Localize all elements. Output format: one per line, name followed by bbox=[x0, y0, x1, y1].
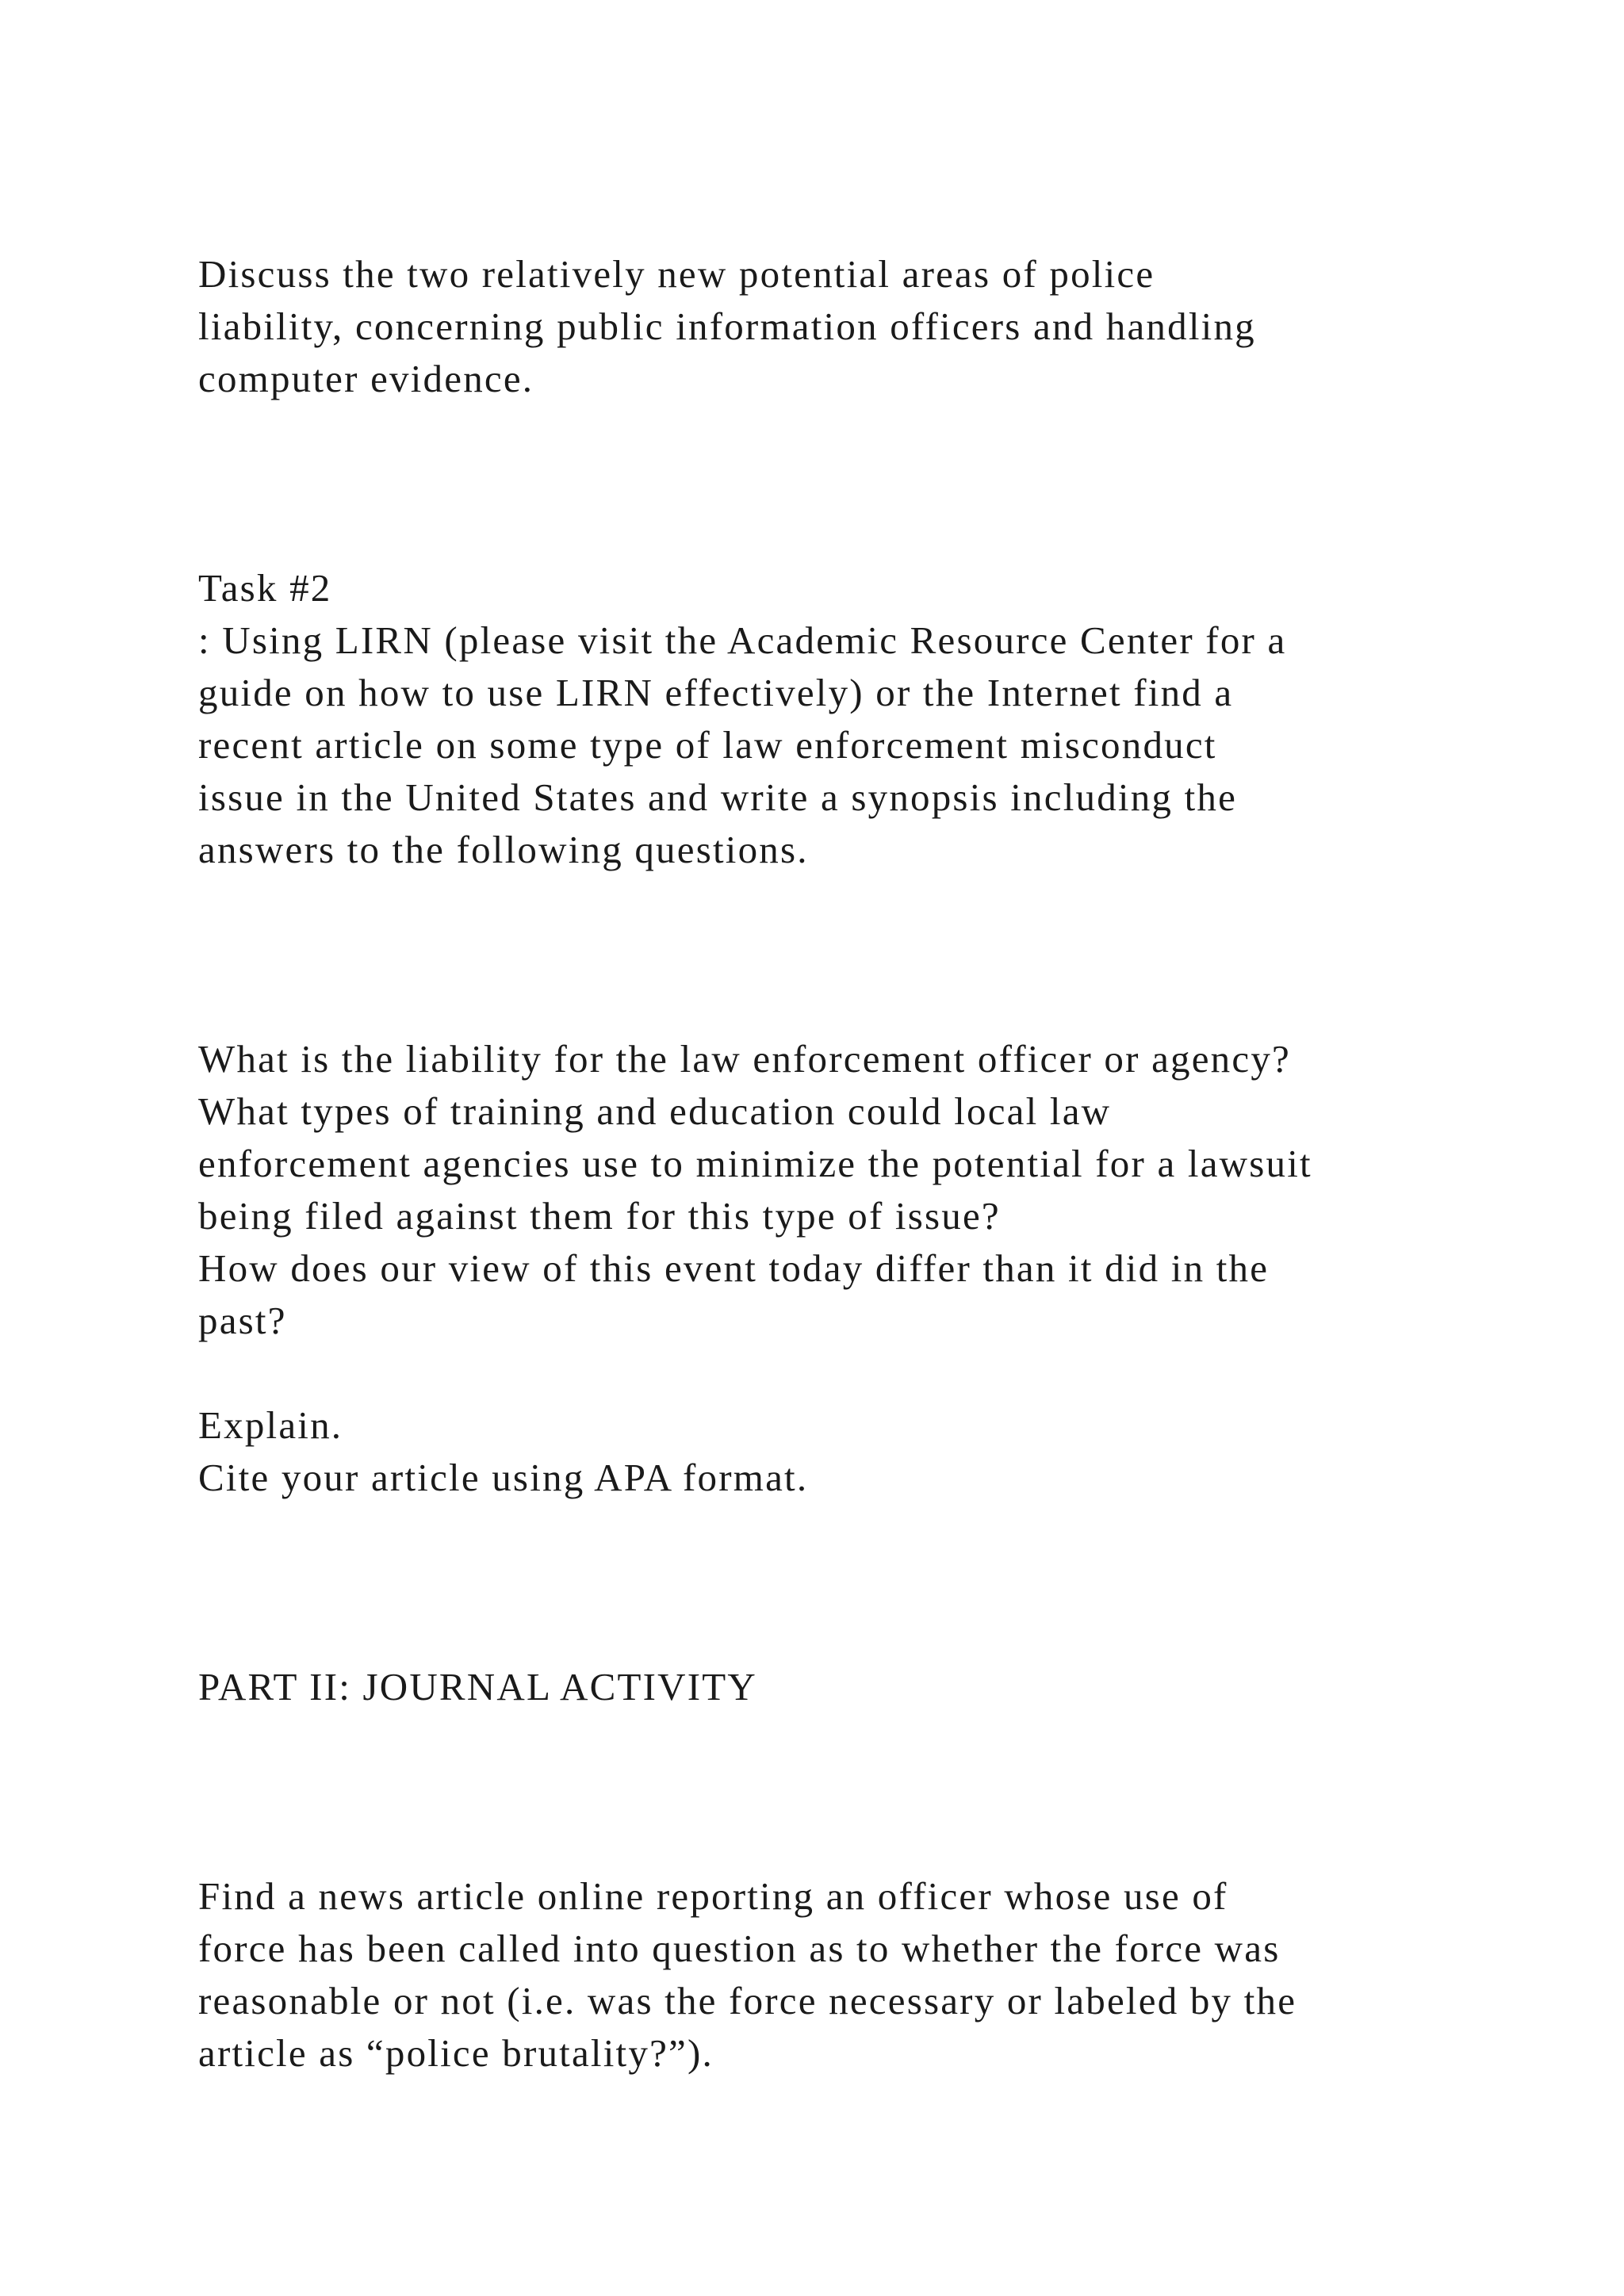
text-line: guide on how to use LIRN effectively) or the Internet find a bbox=[198, 671, 1234, 714]
text-line: Discuss the two relatively new potential areas of police bbox=[198, 252, 1155, 296]
question-line: How does our view of this event today differ than it did in the bbox=[198, 1246, 1270, 1290]
question-line: enforcement agencies use to minimize the potential for a lawsuit bbox=[198, 1142, 1312, 1185]
text-line: issue in the United States and write a synopsis including the bbox=[198, 775, 1238, 819]
text-line: computer evidence. bbox=[198, 357, 534, 400]
text-line: force has been called into question as to whether the force was bbox=[198, 1927, 1281, 1970]
text-line: Find a news article online reporting an officer whose use of bbox=[198, 1874, 1228, 1918]
text-line: liability, concerning public information officers and handling bbox=[198, 304, 1256, 348]
text-line: reasonable or not (i.e. was the force necessary or labeled by the bbox=[198, 1979, 1297, 2022]
text-line: recent article on some type of law enforcement misconduct bbox=[198, 723, 1217, 767]
question-line: being filed against them for this type of issue? bbox=[198, 1194, 1001, 1238]
question-line: What is the liability for the law enforcement officer or agency? bbox=[198, 1037, 1291, 1081]
text-line: : Using LIRN (please visit the Academic Resource Center for a bbox=[198, 618, 1287, 662]
text-line: Explain. bbox=[198, 1403, 343, 1447]
task-heading: Task #2 bbox=[198, 566, 332, 610]
text-line: Cite your article using APA format. bbox=[198, 1456, 809, 1499]
question-line: What types of training and education could local law bbox=[198, 1089, 1112, 1133]
text-line: article as “police brutality?”). bbox=[198, 2031, 714, 2075]
question-line: past? bbox=[198, 1299, 287, 1342]
text-line: answers to the following questions. bbox=[198, 828, 809, 871]
section-heading: PART II: JOURNAL ACTIVITY bbox=[198, 1665, 757, 1709]
